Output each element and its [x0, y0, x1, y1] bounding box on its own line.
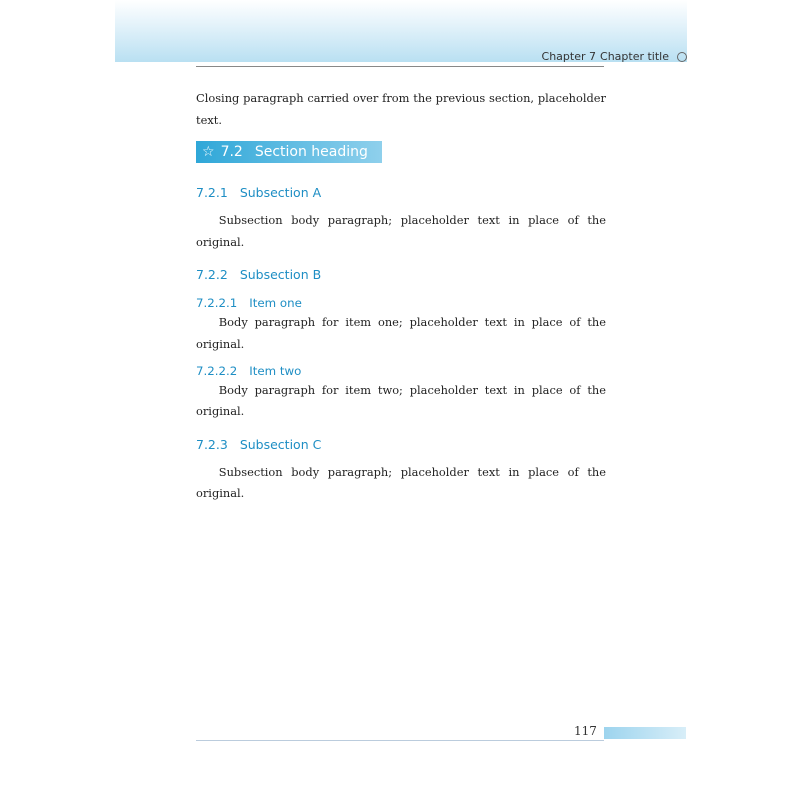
header-title: Chapter title — [600, 50, 669, 63]
intro-paragraph: Closing paragraph carried over from the previous section, placeholder text. — [196, 91, 606, 127]
sub-subsection-heading: 7.2.2.1 Item one — [196, 296, 302, 311]
bottom-decor-band — [604, 727, 686, 739]
subsection-heading: 7.2.1 Subsection A — [196, 185, 322, 201]
page-body — [196, 88, 606, 505]
footer-rule — [196, 740, 604, 741]
sub-subsection-heading: 7.2.2.2 Item two — [196, 363, 302, 378]
page-number: 117 — [574, 724, 597, 738]
paragraph: Subsection body paragraph; placeholder text in place of the original. — [196, 464, 606, 501]
header-chapter: Chapter 7 — [541, 50, 597, 63]
paragraph: Subsection body paragraph; placeholder text in place of the original. — [196, 213, 606, 249]
header-rule — [196, 66, 604, 67]
subsection-heading: 7.2.2 Subsection B — [196, 267, 322, 283]
running-header — [542, 50, 687, 63]
section-title: Section heading — [254, 144, 368, 161]
star-icon: ☆ — [202, 144, 215, 161]
paragraph: Body paragraph for item two; placeholder text in place of the original. — [196, 382, 606, 419]
section-banner — [196, 141, 382, 163]
circle-icon — [677, 52, 687, 62]
subsection-heading: 7.2.3 Subsection C — [196, 436, 322, 452]
section-number: 7.2 — [220, 144, 243, 161]
paragraph: Body paragraph for item one; placeholder text in place of the original. — [196, 315, 606, 351]
